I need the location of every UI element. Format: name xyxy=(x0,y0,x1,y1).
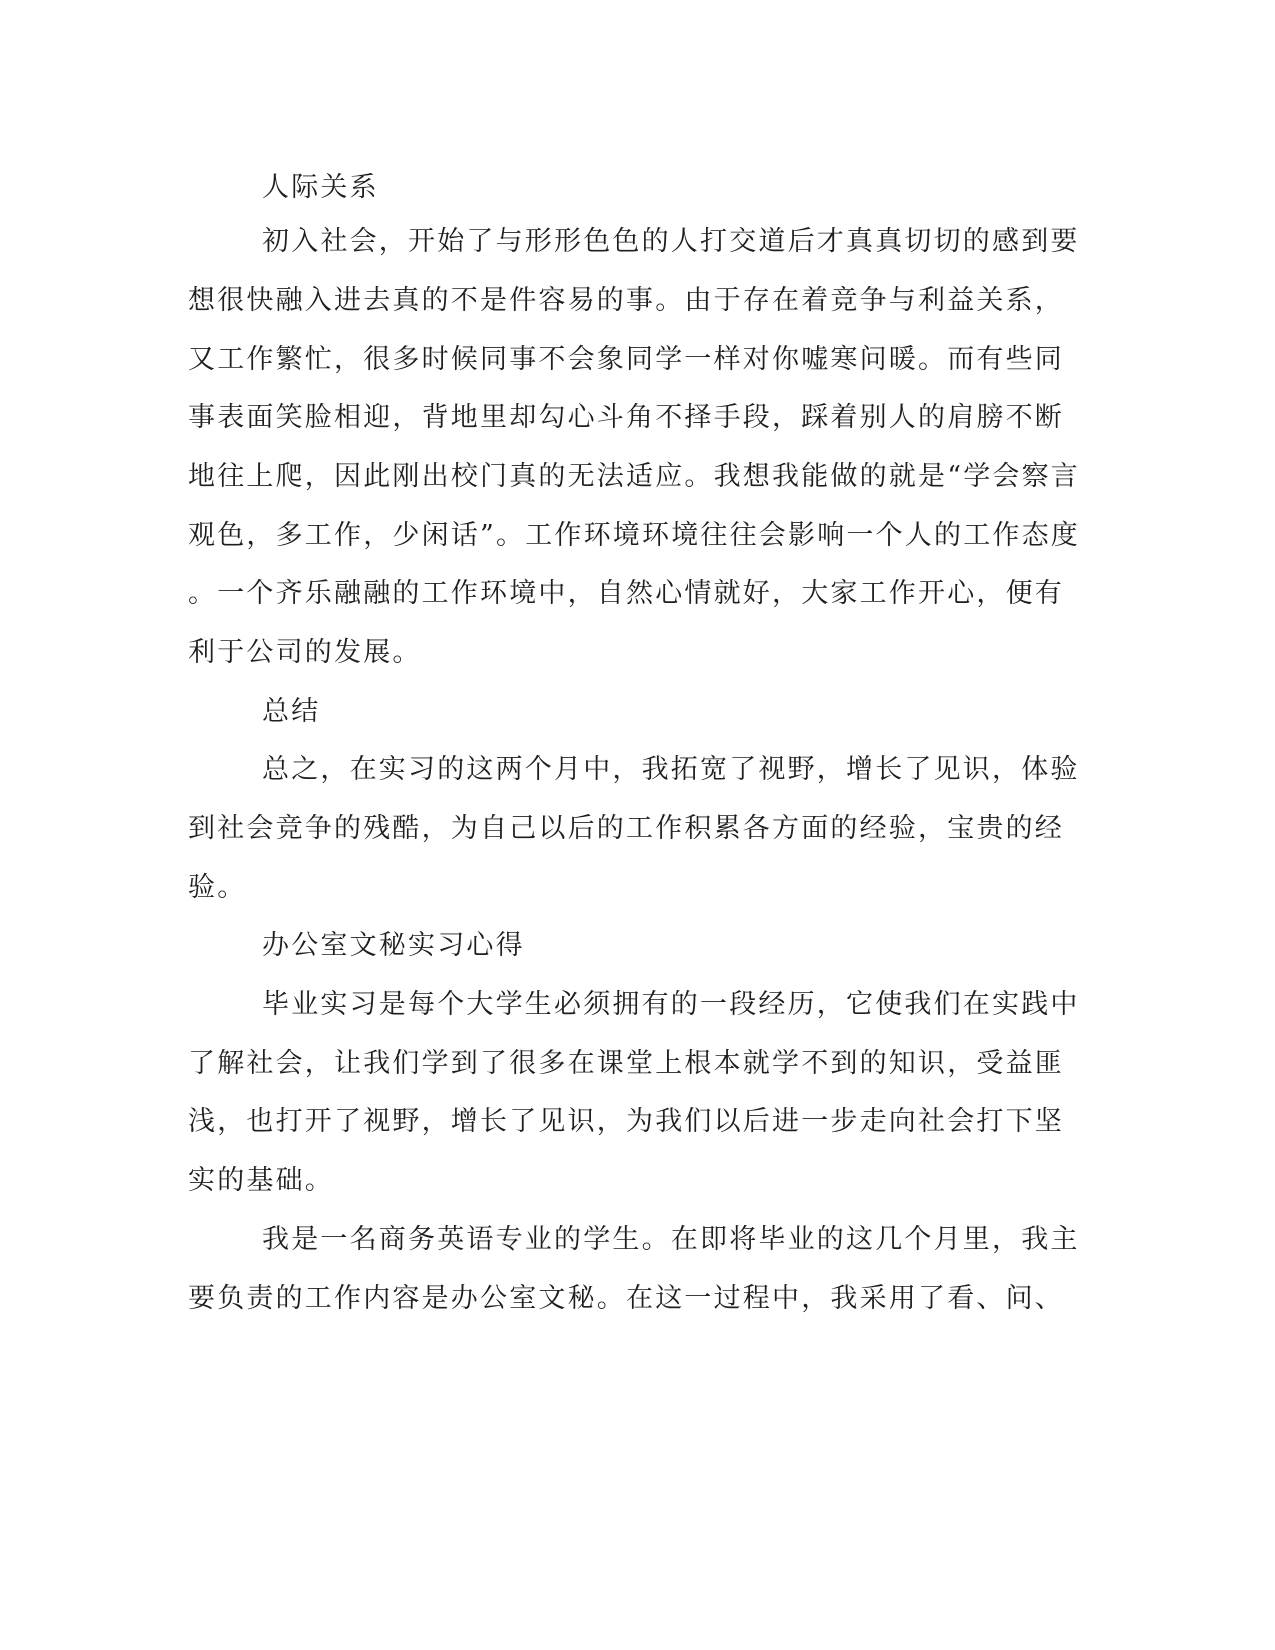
section-heading-summary: 总结 xyxy=(262,696,321,727)
paragraph-line: 要负责的工作内容是办公室文秘。在这一过程中，我采用了看、问、 xyxy=(188,1283,1064,1314)
paragraph-line: 浅，也打开了视野，增长了见识，为我们以后进一步走向社会打下坚 xyxy=(188,1106,1064,1137)
paragraph-line: 我是一名商务英语专业的学生。在即将毕业的这几个月里，我主 xyxy=(262,1224,1080,1255)
paragraph-line: 验。 xyxy=(188,872,247,903)
paragraph-line: 初入社会，开始了与形形色色的人打交道后才真真切切的感到要 xyxy=(262,226,1080,257)
paragraph-line: 又工作繁忙，很多时候同事不会象同学一样对你嘘寒问暖。而有些同 xyxy=(188,344,1064,375)
section-heading-interpersonal: 人际关系 xyxy=(262,172,379,203)
paragraph-line: 想很快融入进去真的不是件容易的事。由于存在着竞争与利益关系， xyxy=(188,285,1064,316)
paragraph-line: 观色，多工作，少闲话”。工作环境环境往往会影响一个人的工作态度 xyxy=(188,520,1081,551)
paragraph-line: 总之，在实习的这两个月中，我拓宽了视野，增长了见识，体验 xyxy=(262,754,1080,785)
paragraph-line: 实的基础。 xyxy=(188,1165,334,1196)
paragraph-line: 毕业实习是每个大学生必须拥有的一段经历，它使我们在实践中 xyxy=(262,989,1080,1020)
section-heading-office-secretary: 办公室文秘实习心得 xyxy=(262,930,525,961)
paragraph-line: 地往上爬，因此刚出校门真的无法适应。我想我能做的就是“学会察言 xyxy=(188,461,1081,492)
paragraph-line: 了解社会，让我们学到了很多在课堂上根本就学不到的知识，受益匪 xyxy=(188,1048,1064,1079)
paragraph-line: 事表面笑脸相迎，背地里却勾心斗角不择手段，踩着别人的肩膀不断 xyxy=(188,402,1064,433)
paragraph-line: 到社会竞争的残酷，为自己以后的工作积累各方面的经验，宝贵的经 xyxy=(188,813,1064,844)
paragraph-line: 。一个齐乐融融的工作环境中，自然心情就好，大家工作开心，便有 xyxy=(188,578,1064,609)
paragraph-line: 利于公司的发展。 xyxy=(188,637,422,668)
